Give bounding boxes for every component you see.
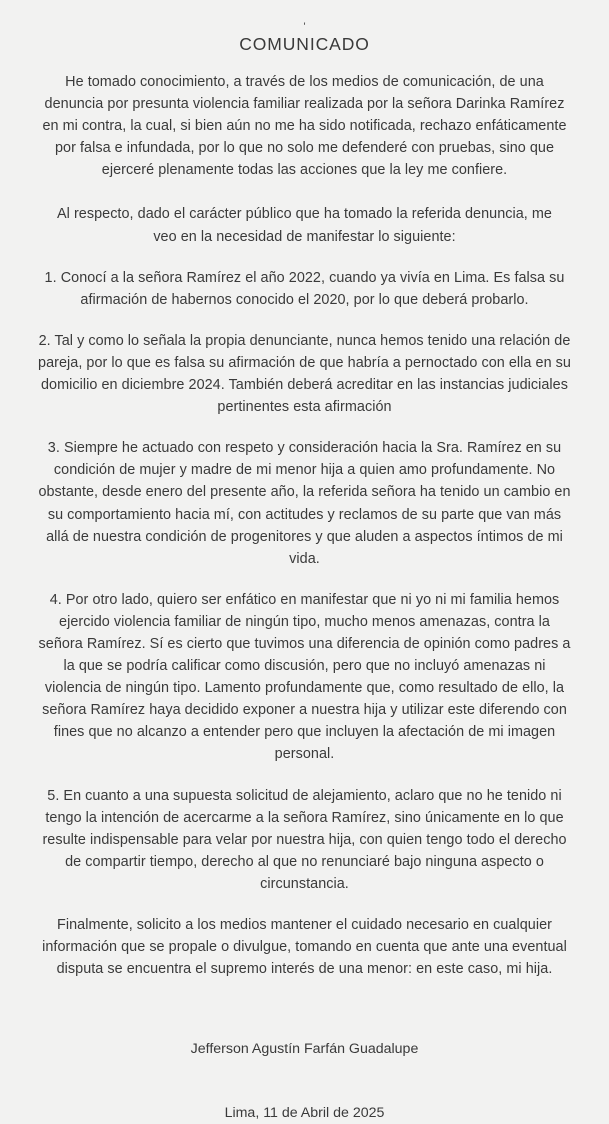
- signature-name: Jefferson Agustín Farfán Guadalupe: [190, 1041, 419, 1058]
- page-title: COMUNICADO: [239, 34, 370, 54]
- paragraph-point-2: 2. Tal y como lo señala la propia denunciante, nunca hemos tenido una relación de pareja, por lo que es falsa su afirmación de que habría a pernoctado con ella en su domicilio en diciembre 2024. También deberá acreditar en las instancias judiciales pertinentes esta afirmación: [38, 332, 571, 416]
- paragraph-point-3: 3. Siempre he actuado con respeto y consideración hacia la Sra. Ramírez en su condición de mujer y madre de mi menor hija a quien amo profundamente. No obstante, desde enero del presente año, la referida señora ha tenido un cambio en su comportamiento hacia mí, con actitudes y reclamos de su parte que van más allá de nuestra condición de progenitores y que aluden a aspectos íntimos de mi vida.: [38, 440, 571, 567]
- stray-tick-mark: ': [303, 21, 306, 33]
- paragraph-point-1: 1. Conocí a la señora Ramírez el año 2022, cuando ya vivía en Lima. Es falsa su afirmación de habernos conocido el 2020, por lo que deberá probarlo.: [44, 269, 565, 308]
- document-body: [34, 55, 575, 980]
- paragraph-point-4: 4. Por otro lado, quiero ser enfático en manifestar que ni yo ni mi familia hemos ejercido violencia familiar de ningún tipo, mucho menos amenazas, contra la señora Ramírez. Sí es cierto que tuvimos una diferencia de opinión como padres a la que se podría calificar como discusión, pero que no incluyó amenazas ni violencia de ningún tipo. Lamento profundamente que, como resultado de ello, la señora Ramírez haya decidido exponer a nuestra hija y utilizar este diferendo con fines que no alcanzo a entender pero que incluyen la afectación de mi imagen personal.: [38, 591, 571, 763]
- paragraph-point-5: 5. En cuanto a una supuesta solicitud de alejamiento, aclaro que no he tenido ni tengo la intención de acercarme a la señora Ramírez, sino únicamente en lo que resulte indispensable para velar por nuestra hija, con quien tengo todo el derecho de compartir tiempo, derecho al que no renunciaré bajo ninguna aspecto o circunstancia.: [42, 787, 567, 892]
- date-line: Lima, 11 de Abril de 2025: [224, 1105, 385, 1122]
- paragraph-lead-in: Al respecto, dado el carácter público que ha tomado la referida denuncia, me veo en la necesidad de manifestar lo siguiente:: [57, 206, 552, 245]
- paragraph-closing: Finalmente, solicito a los medios mantener el cuidado necesario en cualquier información que se propale o divulgue, tomando en cuenta que ante una eventual disputa se encuentra el supremo interés de una menor: en este caso, mi hija.: [42, 917, 567, 978]
- paragraph-intro: He tomado conocimiento, a través de los medios de comunicación, de una denuncia por presunta violencia familiar realizada por la señora Darinka Ramírez en mi contra, la cual, si bien aún no me ha sido notificada, rechazo enfáticamente por falsa e infundada, por lo que no solo me defenderé con pruebas, sino que ejerceré plenamente todas las acciones que la ley me confiere.: [42, 74, 567, 179]
